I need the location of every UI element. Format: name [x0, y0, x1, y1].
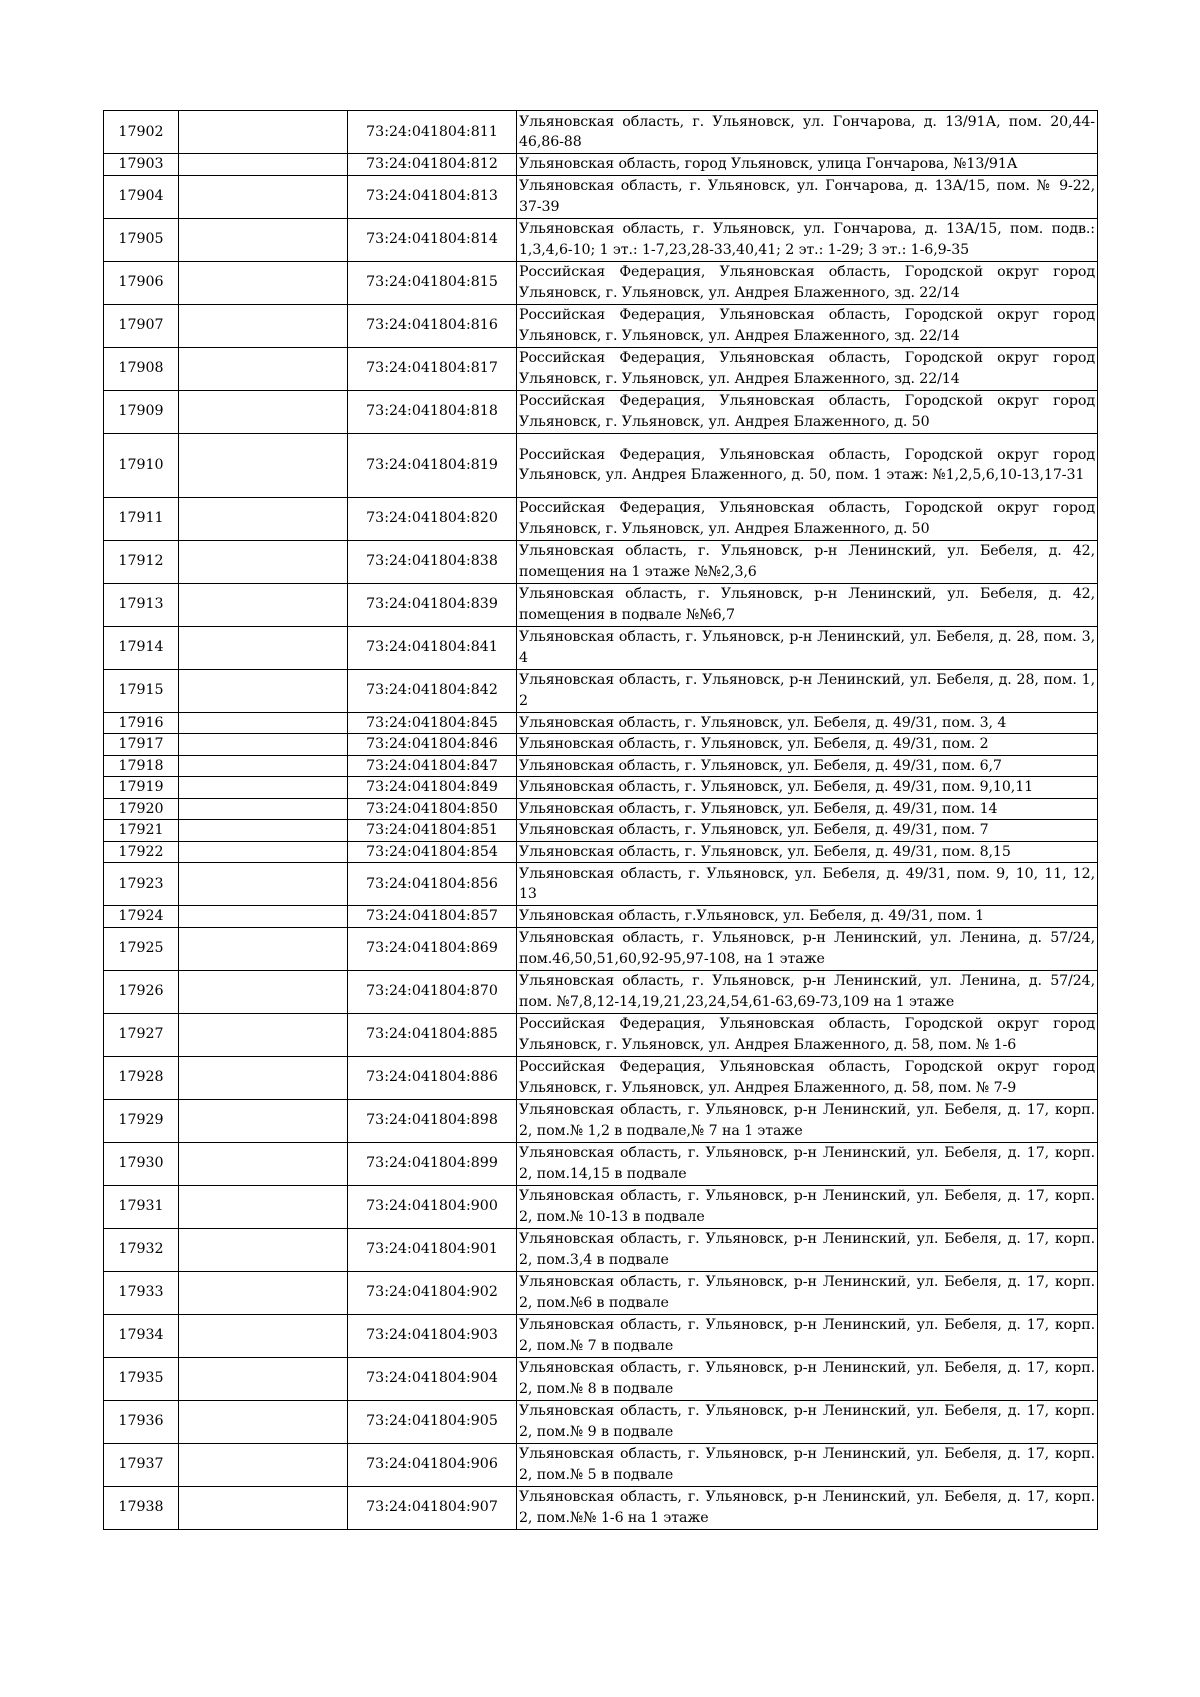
table-row: [104, 798, 1098, 820]
table-row: [104, 777, 1098, 799]
registry-table: [103, 110, 1098, 1530]
empty-cell: [179, 906, 348, 928]
cadastral-number: 73:24:041804:815: [348, 261, 517, 304]
table-row: [104, 712, 1098, 734]
empty-cell: [179, 497, 348, 540]
cadastral-number: 73:24:041804:906: [348, 1443, 517, 1486]
empty-cell: [179, 820, 348, 842]
address: Ульяновская область, г. Ульяновск, р-н Ленинский, ул. Бебеля, д. 17, корп. 2, пом.№№ 1-6 на 1 этаже: [517, 1486, 1098, 1529]
cadastral-number: 73:24:041804:838: [348, 540, 517, 583]
table-row: [104, 218, 1098, 261]
address: Ульяновская область, г. Ульяновск, ул. Бебеля, д. 49/31, пом. 7: [517, 820, 1098, 842]
record-number: 17916: [104, 712, 179, 734]
record-number: 17935: [104, 1357, 179, 1400]
table-row: [104, 1486, 1098, 1529]
record-number: 17905: [104, 218, 179, 261]
table-row: [104, 1314, 1098, 1357]
record-number: 17931: [104, 1185, 179, 1228]
table-row: [104, 1099, 1098, 1142]
empty-cell: [179, 1271, 348, 1314]
record-number: 17929: [104, 1099, 179, 1142]
empty-cell: [179, 755, 348, 777]
empty-cell: [179, 927, 348, 970]
table-row: [104, 1443, 1098, 1486]
address: Ульяновская область, г. Ульяновск, ул. Гончарова, д. 13А/15, пом. № 9-22, 37-39: [517, 175, 1098, 218]
empty-cell: [179, 154, 348, 176]
record-number: 17904: [104, 175, 179, 218]
cadastral-number: 73:24:041804:811: [348, 111, 517, 154]
empty-cell: [179, 540, 348, 583]
record-number: 17903: [104, 154, 179, 176]
record-number: 17908: [104, 347, 179, 390]
address: Российская Федерация, Ульяновская область, Городской округ город Ульяновск, г. Ульяновск, ул. Андрея Блаженного, д. 50: [517, 497, 1098, 540]
record-number: 17912: [104, 540, 179, 583]
address: Ульяновская область, г. Ульяновск, р-н Ленинский, ул. Бебеля, д. 17, корп. 2, пом.№6 в подвале: [517, 1271, 1098, 1314]
cadastral-number: 73:24:041804:902: [348, 1271, 517, 1314]
address: Российская Федерация, Ульяновская область, Городской округ город Ульяновск, г. Ульяновск, ул. Андрея Блаженного, д. 50: [517, 390, 1098, 433]
cadastral-number: 73:24:041804:839: [348, 583, 517, 626]
cadastral-number: 73:24:041804:851: [348, 820, 517, 842]
address: Ульяновская область, г. Ульяновск, р-н Ленинский, ул. Бебеля, д. 17, корп. 2, пом.№ 7 в подвале: [517, 1314, 1098, 1357]
address: Ульяновская область, г. Ульяновск, ул. Бебеля, д. 49/31, пом. 9, 10, 11, 12, 13: [517, 863, 1098, 906]
empty-cell: [179, 347, 348, 390]
address: Российская Федерация, Ульяновская область, Городской округ город Ульяновск, ул. Андрея Блаженного, д. 50, пом. 1 этаж: №1,2,5,6,10-13,17-31: [517, 433, 1098, 497]
empty-cell: [179, 261, 348, 304]
record-number: 17937: [104, 1443, 179, 1486]
address: Российская Федерация, Ульяновская область, Городской округ город Ульяновск, г. Ульяновск, ул. Андрея Блаженного, д. 58, пом. № 7-9: [517, 1056, 1098, 1099]
address: Ульяновская область, г. Ульяновск, р-н Ленинский, ул. Ленина, д. 57/24, пом. №7,8,12-14,19,21,23,24,54,61-63,69-73,109 на 1 этаже: [517, 970, 1098, 1013]
table-row: [104, 1142, 1098, 1185]
table-row: [104, 261, 1098, 304]
table-row: [104, 755, 1098, 777]
empty-cell: [179, 712, 348, 734]
address: Ульяновская область, г. Ульяновск, ул. Гончарова, д. 13А/15, пом. подв.: 1,3,4,6-10; 1 эт.: 1-7,23,28-33,40,41; 2 эт.: 1-29; 3 эт.: 1-6,9-35: [517, 218, 1098, 261]
cadastral-number: 73:24:041804:869: [348, 927, 517, 970]
empty-cell: [179, 1185, 348, 1228]
cadastral-number: 73:24:041804:814: [348, 218, 517, 261]
cadastral-number: 73:24:041804:847: [348, 755, 517, 777]
empty-cell: [179, 304, 348, 347]
record-number: 17915: [104, 669, 179, 712]
table-row: [104, 390, 1098, 433]
table-row: [104, 626, 1098, 669]
registry-body: [104, 111, 1098, 1530]
cadastral-number: 73:24:041804:845: [348, 712, 517, 734]
cadastral-number: 73:24:041804:854: [348, 841, 517, 863]
record-number: 17924: [104, 906, 179, 928]
table-row: [104, 970, 1098, 1013]
cadastral-number: 73:24:041804:816: [348, 304, 517, 347]
empty-cell: [179, 669, 348, 712]
cadastral-number: 73:24:041804:856: [348, 863, 517, 906]
empty-cell: [179, 218, 348, 261]
table-row: [104, 1013, 1098, 1056]
empty-cell: [179, 798, 348, 820]
record-number: 17910: [104, 433, 179, 497]
empty-cell: [179, 1228, 348, 1271]
address: Российская Федерация, Ульяновская область, Городской округ город Ульяновск, г. Ульяновск, ул. Андрея Блаженного, д. 58, пом. № 1-6: [517, 1013, 1098, 1056]
cadastral-number: 73:24:041804:901: [348, 1228, 517, 1271]
empty-cell: [179, 626, 348, 669]
cadastral-number: 73:24:041804:886: [348, 1056, 517, 1099]
table-row: [104, 540, 1098, 583]
table-row: [104, 1271, 1098, 1314]
cadastral-number: 73:24:041804:841: [348, 626, 517, 669]
record-number: 17927: [104, 1013, 179, 1056]
table-row: [104, 669, 1098, 712]
empty-cell: [179, 1099, 348, 1142]
empty-cell: [179, 1443, 348, 1486]
address: Российская Федерация, Ульяновская область, Городской округ город Ульяновск, г. Ульяновск, ул. Андрея Блаженного, зд. 22/14: [517, 261, 1098, 304]
record-number: 17913: [104, 583, 179, 626]
record-number: 17909: [104, 390, 179, 433]
empty-cell: [179, 970, 348, 1013]
record-number: 17926: [104, 970, 179, 1013]
cadastral-number: 73:24:041804:857: [348, 906, 517, 928]
table-row: [104, 583, 1098, 626]
record-number: 17921: [104, 820, 179, 842]
record-number: 17933: [104, 1271, 179, 1314]
cadastral-number: 73:24:041804:899: [348, 1142, 517, 1185]
address: Ульяновская область, г. Ульяновск, р-н Ленинский, ул. Бебеля, д. 17, корп. 2, пом.№ 1,2 в подвале,№ 7 на 1 этаже: [517, 1099, 1098, 1142]
record-number: 17902: [104, 111, 179, 154]
record-number: 17923: [104, 863, 179, 906]
empty-cell: [179, 1056, 348, 1099]
record-number: 17928: [104, 1056, 179, 1099]
cadastral-number: 73:24:041804:849: [348, 777, 517, 799]
cadastral-number: 73:24:041804:903: [348, 1314, 517, 1357]
record-number: 17925: [104, 927, 179, 970]
address: Ульяновская область, г. Ульяновск, р-н Ленинский, ул. Бебеля, д. 42, помещения на 1 этаже №№2,3,6: [517, 540, 1098, 583]
table-row: [104, 927, 1098, 970]
cadastral-number: 73:24:041804:819: [348, 433, 517, 497]
table-row: [104, 906, 1098, 928]
address: Ульяновская область, г. Ульяновск, р-н Ленинский, ул. Бебеля, д. 17, корп. 2, пом.3,4 в подвале: [517, 1228, 1098, 1271]
table-row: [104, 433, 1098, 497]
record-number: 17911: [104, 497, 179, 540]
empty-cell: [179, 841, 348, 863]
address: Ульяновская область, г. Ульяновск, р-н Ленинский, ул. Бебеля, д. 28, пом. 3, 4: [517, 626, 1098, 669]
address: Ульяновская область, г. Ульяновск, ул. Гончарова, д. 13/91А, пом. 20,44-46,86-88: [517, 111, 1098, 154]
empty-cell: [179, 734, 348, 756]
table-row: [104, 863, 1098, 906]
table-row: [104, 154, 1098, 176]
empty-cell: [179, 1013, 348, 1056]
table-row: [104, 111, 1098, 154]
record-number: 17917: [104, 734, 179, 756]
empty-cell: [179, 433, 348, 497]
record-number: 17907: [104, 304, 179, 347]
table-row: [104, 841, 1098, 863]
empty-cell: [179, 1142, 348, 1185]
table-row: [104, 1357, 1098, 1400]
record-number: 17934: [104, 1314, 179, 1357]
empty-cell: [179, 390, 348, 433]
address: Ульяновская область, г. Ульяновск, р-н Ленинский, ул. Ленина, д. 57/24, пом.46,50,51,60,92-95,97-108, на 1 этаже: [517, 927, 1098, 970]
cadastral-number: 73:24:041804:870: [348, 970, 517, 1013]
table-row: [104, 347, 1098, 390]
record-number: 17938: [104, 1486, 179, 1529]
table-row: [104, 175, 1098, 218]
record-number: 17930: [104, 1142, 179, 1185]
address: Российская Федерация, Ульяновская область, Городской округ город Ульяновск, г. Ульяновск, ул. Андрея Блаженного, зд. 22/14: [517, 304, 1098, 347]
cadastral-number: 73:24:041804:812: [348, 154, 517, 176]
record-number: 17922: [104, 841, 179, 863]
cadastral-number: 73:24:041804:898: [348, 1099, 517, 1142]
address: Ульяновская область, г. Ульяновск, ул. Бебеля, д. 49/31, пом. 6,7: [517, 755, 1098, 777]
table-row: [104, 1228, 1098, 1271]
address: Ульяновская область, г. Ульяновск, р-н Ленинский, ул. Бебеля, д. 17, корп. 2, пом.14,15 в подвале: [517, 1142, 1098, 1185]
empty-cell: [179, 1400, 348, 1443]
cadastral-number: 73:24:041804:885: [348, 1013, 517, 1056]
record-number: 17918: [104, 755, 179, 777]
cadastral-number: 73:24:041804:907: [348, 1486, 517, 1529]
empty-cell: [179, 1314, 348, 1357]
table-row: [104, 1185, 1098, 1228]
table-row: [104, 820, 1098, 842]
record-number: 17906: [104, 261, 179, 304]
record-number: 17932: [104, 1228, 179, 1271]
cadastral-number: 73:24:041804:905: [348, 1400, 517, 1443]
address: Ульяновская область, г. Ульяновск, р-н Ленинский, ул. Бебеля, д. 17, корп. 2, пом.№ 8 в подвале: [517, 1357, 1098, 1400]
address: Ульяновская область, г. Ульяновск, р-н Ленинский, ул. Бебеля, д. 42, помещения в подвале №№6,7: [517, 583, 1098, 626]
cadastral-number: 73:24:041804:904: [348, 1357, 517, 1400]
empty-cell: [179, 777, 348, 799]
table-row: [104, 734, 1098, 756]
empty-cell: [179, 111, 348, 154]
address: Ульяновская область, город Ульяновск, улица Гончарова, №13/91А: [517, 154, 1098, 176]
address: Российская Федерация, Ульяновская область, Городской округ город Ульяновск, г. Ульяновск, ул. Андрея Блаженного, зд. 22/14: [517, 347, 1098, 390]
address: Ульяновская область, г. Ульяновск, р-н Ленинский, ул. Бебеля, д. 17, корп. 2, пом.№ 10-13 в подвале: [517, 1185, 1098, 1228]
cadastral-number: 73:24:041804:818: [348, 390, 517, 433]
cadastral-number: 73:24:041804:900: [348, 1185, 517, 1228]
address: Ульяновская область, г. Ульяновск, р-н Ленинский, ул. Бебеля, д. 17, корп. 2, пом.№ 5 в подвале: [517, 1443, 1098, 1486]
address: Ульяновская область, г. Ульяновск, р-н Ленинский, ул. Бебеля, д. 28, пом. 1, 2: [517, 669, 1098, 712]
empty-cell: [179, 1486, 348, 1529]
empty-cell: [179, 175, 348, 218]
empty-cell: [179, 583, 348, 626]
cadastral-number: 73:24:041804:813: [348, 175, 517, 218]
table-row: [104, 1400, 1098, 1443]
address: Ульяновская область, г. Ульяновск, р-н Ленинский, ул. Бебеля, д. 17, корп. 2, пом.№ 9 в подвале: [517, 1400, 1098, 1443]
cadastral-number: 73:24:041804:842: [348, 669, 517, 712]
address: Ульяновская область, г.Ульяновск, ул. Бебеля, д. 49/31, пом. 1: [517, 906, 1098, 928]
cadastral-number: 73:24:041804:846: [348, 734, 517, 756]
empty-cell: [179, 1357, 348, 1400]
record-number: 17919: [104, 777, 179, 799]
address: Ульяновская область, г. Ульяновск, ул. Бебеля, д. 49/31, пом. 2: [517, 734, 1098, 756]
record-number: 17914: [104, 626, 179, 669]
record-number: 17920: [104, 798, 179, 820]
table-row: [104, 497, 1098, 540]
empty-cell: [179, 863, 348, 906]
cadastral-number: 73:24:041804:817: [348, 347, 517, 390]
address: Ульяновская область, г. Ульяновск, ул. Бебеля, д. 49/31, пом. 14: [517, 798, 1098, 820]
address: Ульяновская область, г. Ульяновск, ул. Бебеля, д. 49/31, пом. 3, 4: [517, 712, 1098, 734]
address: Ульяновская область, г. Ульяновск, ул. Бебеля, д. 49/31, пом. 8,15: [517, 841, 1098, 863]
cadastral-number: 73:24:041804:850: [348, 798, 517, 820]
table-row: [104, 1056, 1098, 1099]
record-number: 17936: [104, 1400, 179, 1443]
table-row: [104, 304, 1098, 347]
address: Ульяновская область, г. Ульяновск, ул. Бебеля, д. 49/31, пом. 9,10,11: [517, 777, 1098, 799]
cadastral-number: 73:24:041804:820: [348, 497, 517, 540]
